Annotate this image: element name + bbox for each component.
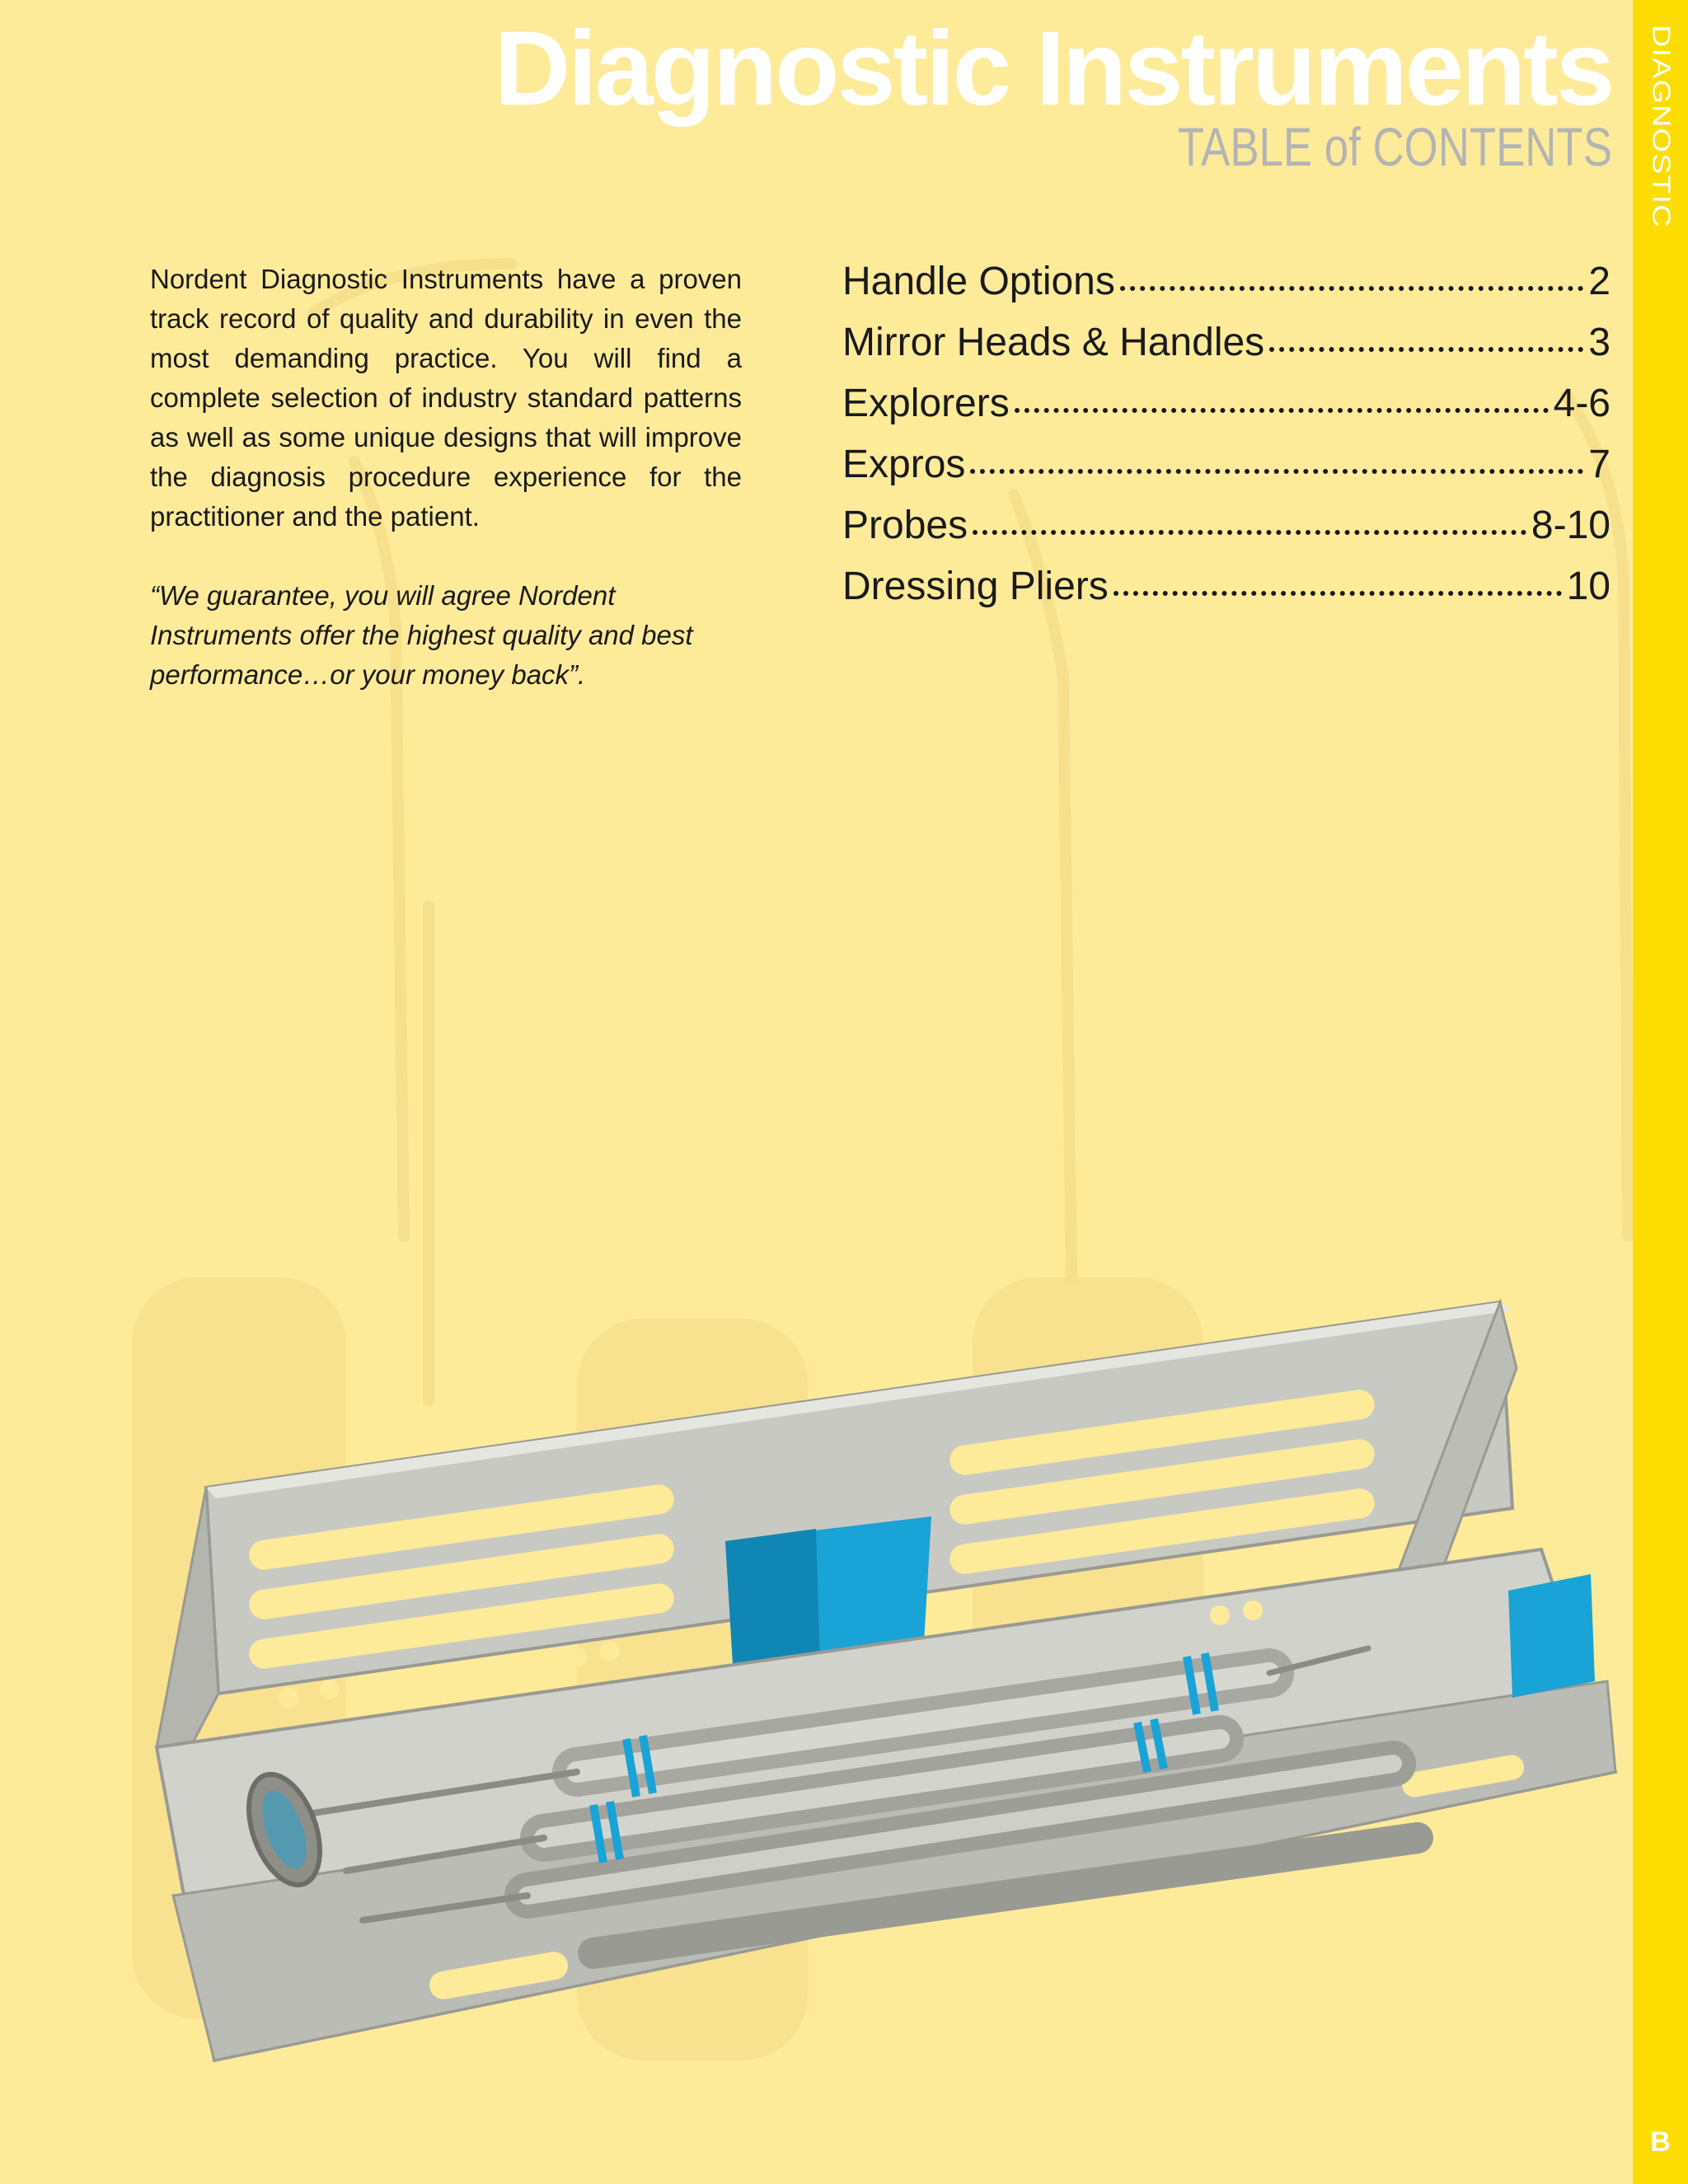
toc-item-explorers[interactable] — [842, 381, 1611, 442]
section-tab-label — [1633, 25, 1688, 228]
toc-leader-dots — [970, 469, 1583, 474]
toc-leader-dots — [1120, 286, 1583, 291]
table-of-contents — [842, 259, 1611, 625]
toc-label: Explorers — [842, 382, 1010, 425]
page-number: B — [1650, 2126, 1671, 2158]
toc-leader-dots — [1269, 347, 1583, 352]
page-subtitle: TABLE of CONTENTS — [1177, 116, 1612, 177]
toc-page: 4-6 — [1553, 382, 1611, 425]
toc-page: 3 — [1588, 321, 1611, 364]
toc-item-dressing-pliers[interactable] — [842, 564, 1611, 625]
intro-paragraph: Nordent Diagnostic Instruments have a proven track record of quality and durability in even the most demanding practice. You will find a complete selection of industry standard patterns as well as some unique designs that will improve the diagnosis procedure experience for the practitioner and the patient. — [150, 264, 742, 532]
intro-text — [150, 260, 742, 695]
toc-label: Handle Options — [842, 260, 1115, 303]
toc-label: Expros — [842, 443, 966, 486]
guarantee-quote: “We guarantee, you will agree Nordent Instruments offer the highest quality and best performance…or your money back”. — [150, 580, 693, 690]
toc-leader-dots — [973, 530, 1526, 535]
section-tab-text: DIAGNOSTIC — [1647, 25, 1675, 228]
section-tab — [1633, 0, 1688, 2184]
page-title: Diagnostic Instruments — [494, 10, 1612, 128]
toc-item-expros[interactable] — [842, 442, 1611, 503]
toc-label: Probes — [842, 504, 968, 547]
toc-item-handle-options[interactable] — [842, 259, 1611, 320]
toc-item-probes[interactable] — [842, 503, 1611, 564]
toc-label: Dressing Pliers — [842, 565, 1109, 608]
toc-leader-dots — [1114, 591, 1562, 596]
toc-page: 2 — [1588, 260, 1611, 303]
toc-page: 7 — [1588, 443, 1611, 486]
toc-label: Mirror Heads & Handles — [842, 321, 1265, 364]
toc-page: 10 — [1566, 565, 1611, 608]
toc-item-mirror-heads-handles[interactable] — [842, 320, 1611, 381]
toc-leader-dots — [1015, 408, 1549, 413]
toc-page: 8-10 — [1531, 504, 1611, 547]
